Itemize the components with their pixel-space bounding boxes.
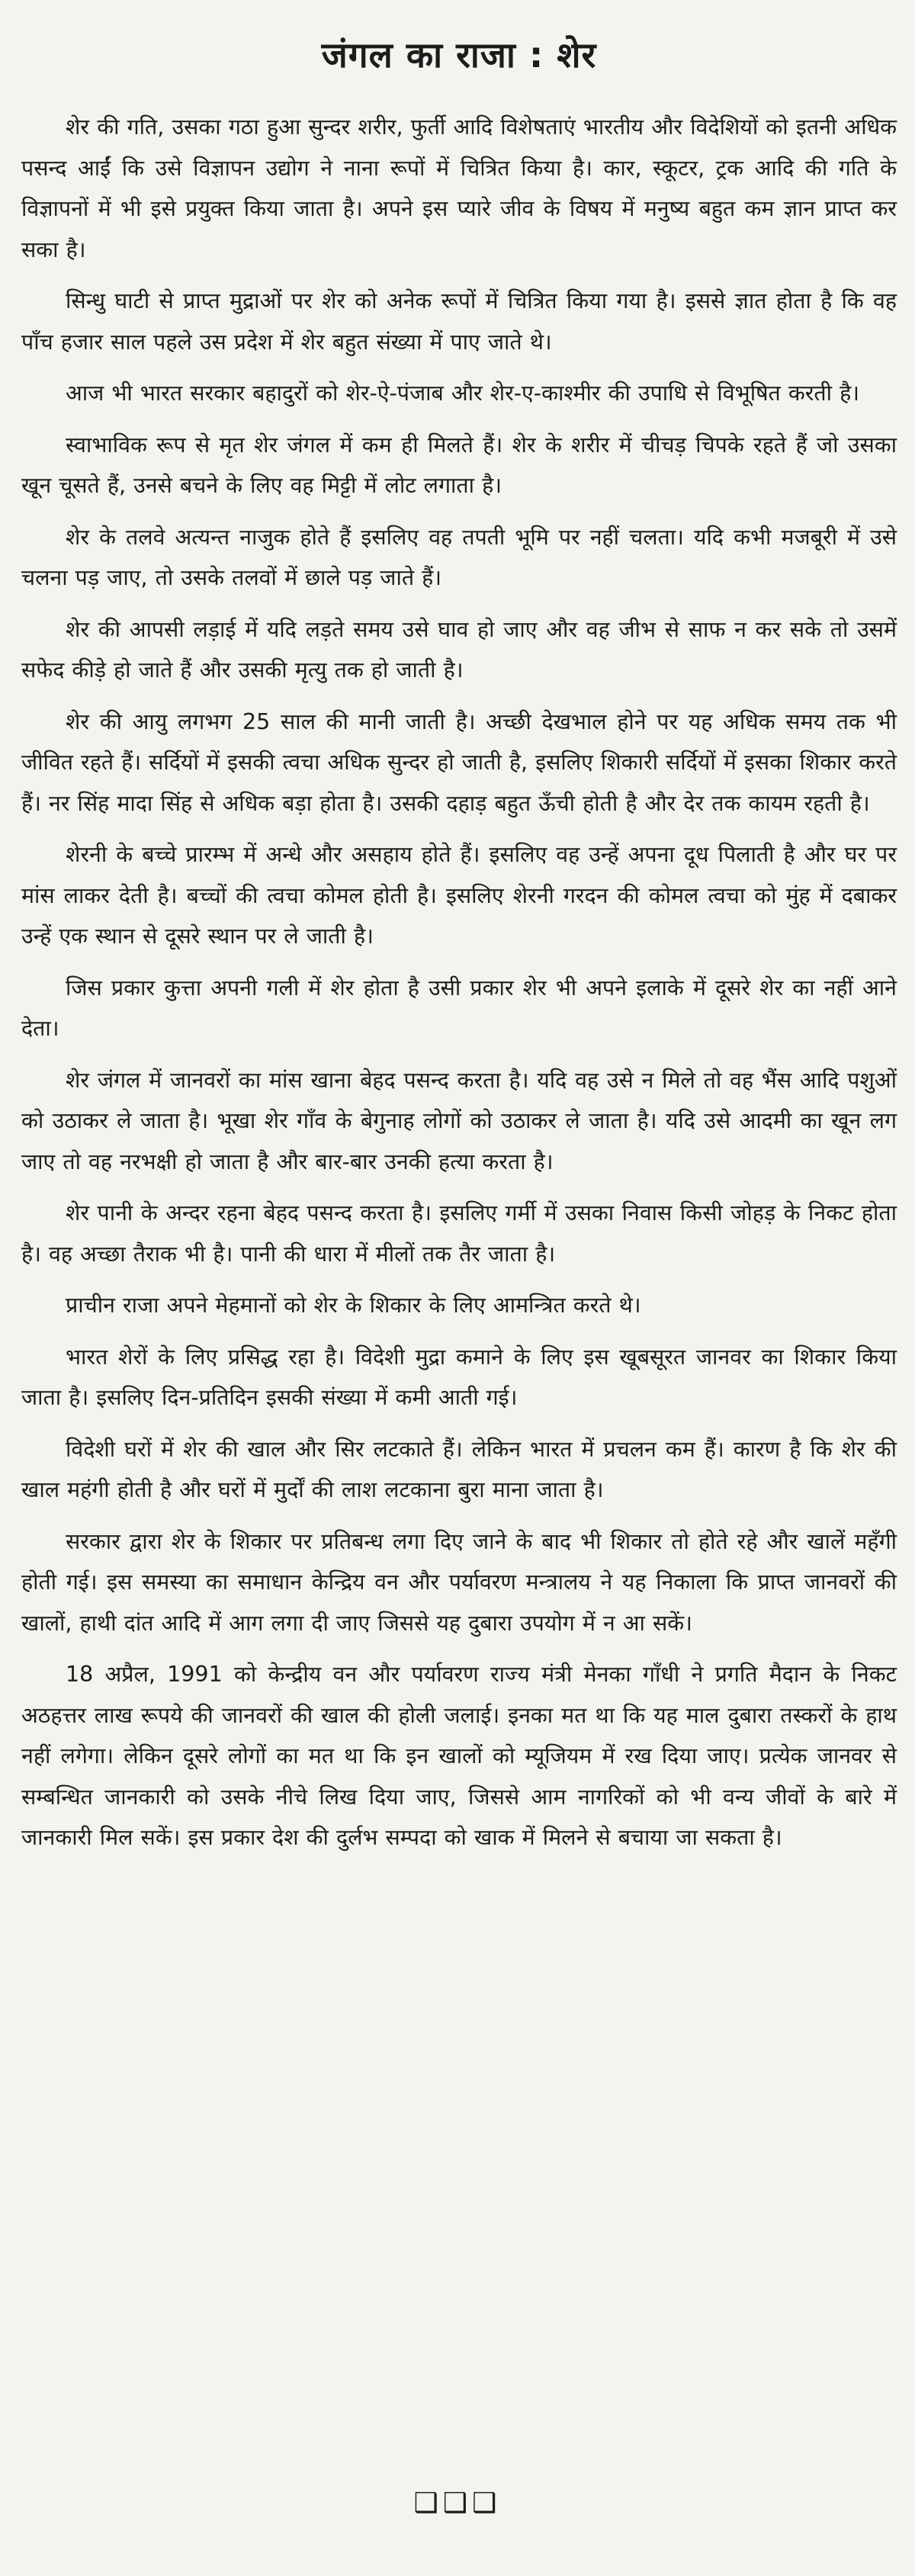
paragraph-1: शेर की गति, उसका गठा हुआ सुन्दर शरीर, फुर्ती आदि विशेषताएं भारतीय और विदेशियों को इतनी अधिक पसन्द आईं कि उसे विज्ञापन उद्योग ने नाना रूपों में चित्रित किया है। कार, स्कूटर, ट्रक आदि की गति के विज्ञापनों में भी इसे प्रयुक्त किया जाता है। अपने इस प्यारे जीव के विषय में मनुष्य बहुत कम ज्ञान प्राप्त कर सका है।	[21, 114, 897, 262]
paragraph-4: स्वाभाविक रूप से मृत शेर जंगल में कम ही मिलते हैं। शेर के शरीर में चीचड़ चिपके रहते हैं जो उसका खून चूसते हैं, उनसे बचने के लिए वह मिट्टी में लोट लगाता है।	[21, 432, 897, 498]
page-title: जंगल का राजा : शेर	[321, 34, 597, 75]
paragraph-7: शेर की आयु लगभग 25 साल की मानी जाती है। अच्छी देखभाल होने पर यह अधिक समय तक भी जीवित रहते हैं। सर्दियों में इसकी त्वचा अधिक सुन्दर हो जाती है, इसलिए शिकारी सर्दियों में इसका शिकार करते हैं। नर सिंह मादा सिंह से अधिक बड़ा होता है। उसकी दहाड़ बहुत ऊँची होती है और देर तक कायम रहती है।	[21, 708, 897, 816]
paragraph-15: सरकार द्वारा शेर के शिकार पर प्रतिबन्ध लगा दिए जाने के बाद भी शिकार तो होते रहे और खालें महँगी होती गई। इस समस्या का समाधान केन्द्रिय वन और पर्यावरण मन्त्रालय ने यह निकाला कि प्राप्त जानवरों की खालों, हाथी दांत आदि में आग लगा दी जाए जिससे यह दुबारा उपयोग में न आ सकें।	[21, 1528, 897, 1636]
paragraph-12: प्राचीन राजा अपने मेहमानों को शेर के शिकार के लिए आमन्त्रित करते थे।	[66, 1293, 641, 1318]
paragraph-2: सिन्धु घाटी से प्राप्त मुद्राओं पर शेर को अनेक रूपों में चित्रित किया गया है। इससे ज्ञात होता है कि वह पाँच हजार साल पहले उस प्रदेश में शेर बहुत संख्या में पाए जाते थे।	[21, 288, 897, 355]
end-of-text-mark: ❑❑❑	[413, 2488, 502, 2519]
paragraph-11: शेर पानी के अन्दर रहना बेहद पसन्द करता है। इसलिए गर्मी में उसका निवास किसी जोहड़ के निकट होता है। वह अच्छा तैराक भी है। पानी की धारा में मीलों तक तैर जाता है।	[21, 1200, 897, 1267]
paragraph-9: जिस प्रकार कुत्ता अपनी गली में शेर होता है उसी प्रकार शेर भी अपने इलाके में दूसरे शेर का नहीं आने देता।	[21, 975, 897, 1041]
paragraph-8: शेरनी के बच्चे प्रारम्भ में अन्धे और असहाय होते हैं। इसलिए वह उन्हें अपना दूध पिलाती है और घर पर मांस लाकर देती है। बच्चों की त्वचा कोमल होती है। इसलिए शेरनी गरदन की कोमल त्वचा को मुंह में दबाकर उन्हें एक स्थान से दूसरे स्थान पर ले जाती है।	[21, 842, 897, 949]
paragraph-3: आज भी भारत सरकार बहादुरों को शेर-ऐ-पंजाब और शेर-ए-काश्मीर की उपाधि से विभूषित करती है।	[66, 381, 860, 406]
paragraph-6: शेर की आपसी लड़ाई में यदि लड़ते समय उसे घाव हो जाए और वह जीभ से साफ न कर सके तो उसमें सफेद कीड़े हो जाते हैं और उसकी मृत्यु तक हो जाती है।	[21, 616, 897, 683]
paragraph-10: शेर जंगल में जानवरों का मांस खाना बेहद पसन्द करता है। यदि वह उसे न मिले तो वह भैंस आदि पशुओं को उठाकर ले जाता है। भूखा शेर गाँव के बेगुनाह लोगों को उठाकर ले जाता है। यदि उसे आदमी का खून लग जाए तो वह नरभक्षी हो जाता है और बार-बार उनकी हत्या करता है।	[21, 1067, 897, 1174]
paragraph-14: विदेशी घरों में शेर की खाल और सिर लटकाते हैं। लेकिन भारत में प्रचलन कम हैं। कारण है कि शेर की खाल महंगी होती है और घरों में मुर्दों की लाश लटकाना बुरा माना जाता है।	[21, 1436, 897, 1502]
paragraph-13: भारत शेरों के लिए प्रसिद्ध रहा है। विदेशी मुद्रा कमाने के लिए इस खूबसूरत जानवर का शिकार किया जाता है। इसलिए दिन-प्रतिदिन इसकी संख्या में कमी आती गई।	[21, 1344, 897, 1410]
paragraph-5: शेर के तलवे अत्यन्त नाजुक होते हैं इसलिए वह तपती भूमि पर नहीं चलता। यदि कभी मजबूरी में उसे चलना पड़ जाए, तो उसके तलवों में छाले पड़ जाते हैं।	[21, 524, 897, 590]
paragraph-16: 18 अप्रैल, 1991 को केन्द्रीय वन और पर्यावरण राज्य मंत्री मेनका गाँधी ने प्रगति मैदान के निकट अठहत्तर लाख रूपये की जानवरों की खाल की होली जलाई। इनका मत था कि यह माल दुबारा तस्करों के हाथ नहीं लगेगा। लेकिन दूसरे लोगों का मत था कि इन खालों को म्यूजियम में रख दिया जाए। प्रत्येक जानवर से सम्बन्धित जानकारी को उसके नीचे लिख दिया जाए, जिससे आम नागरिकों को भी वन्य जीवों के बारे में जानकारी मिल सकें। इस प्रकार देश की दुर्लभ सम्पदा को खाक में मिलने से बचाया जा सकता है।	[21, 1662, 897, 1850]
